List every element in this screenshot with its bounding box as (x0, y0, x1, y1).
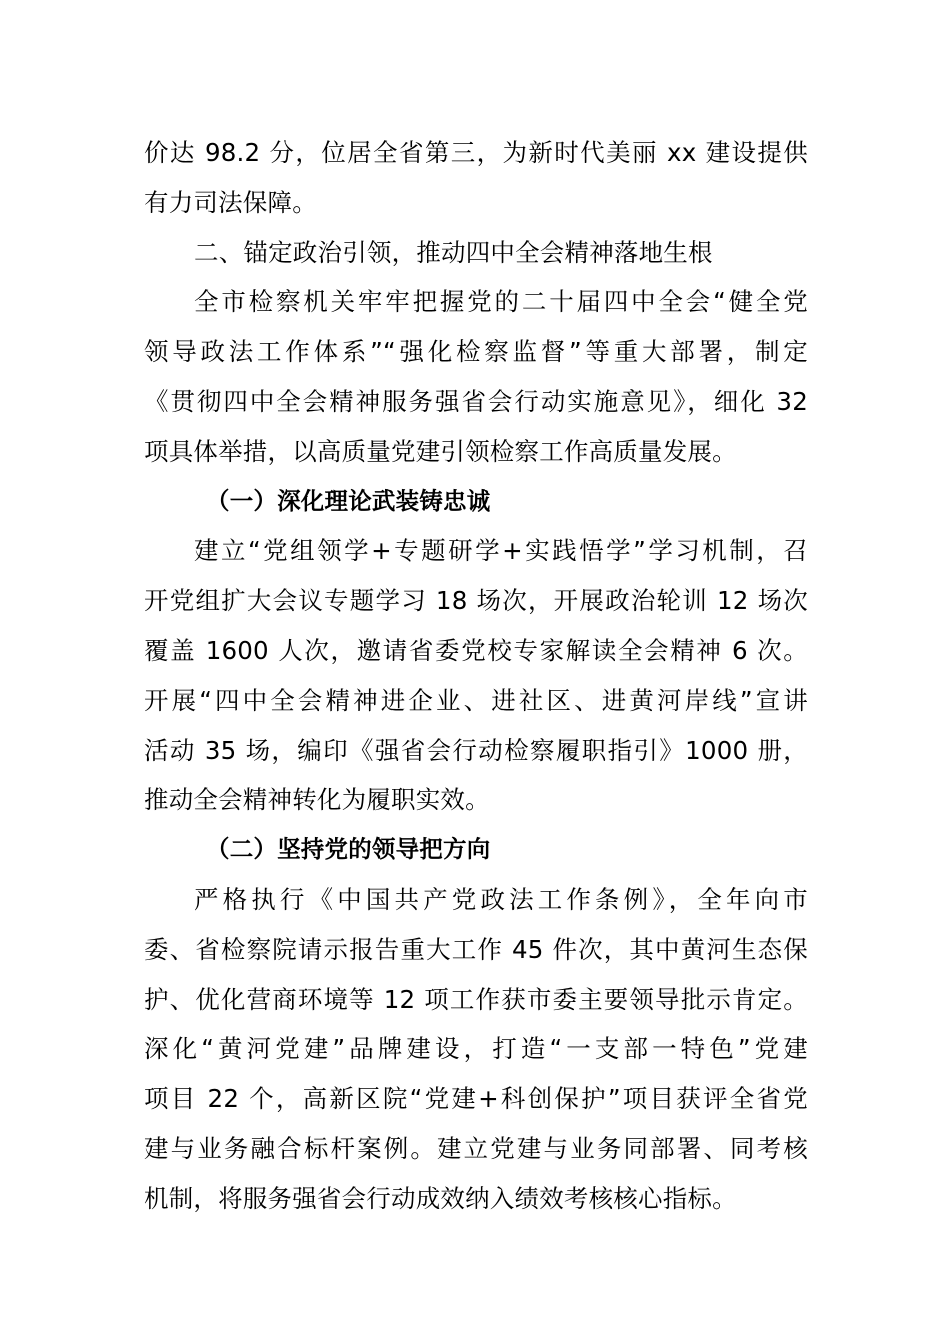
subsection-heading-2: （二）坚持党的领导把方向 (206, 835, 491, 864)
paragraph-first-line: 建立“党组领学+专题研学+实践悟学”学习机制，召 (194, 536, 808, 566)
body-text-line: 委、省检察院请示报告重大工作 45 件次，其中黄河生态保 (144, 934, 808, 964)
document-page (144, 128, 808, 1224)
paragraph-first-line: 全市检察机关牢牢把握党的二十届四中全会“健全党 (194, 287, 808, 317)
body-text-line: 《贯彻四中全会精神服务强省会行动实施意见》，细化 32 (144, 386, 808, 416)
body-text-line: 建与业务融合标杆案例。建立党建与业务同部署、同考核 (144, 1133, 808, 1163)
body-text-line: 领导政法工作体系”“强化检察监督”等重大部署，制定 (144, 337, 808, 367)
body-text-line: 机制，将服务强省会行动成效纳入绩效考核核心指标。 (144, 1183, 737, 1213)
body-text-line: 开展“四中全会精神进企业、进社区、进黄河岸线”宣讲 (144, 685, 808, 715)
body-text-line: 推动全会精神转化为履职实效。 (144, 785, 490, 815)
body-text-line: 价达 98.2 分，位居全省第三，为新时代美丽 xx 建设提供 (144, 138, 808, 167)
body-text-line: 深化“黄河党建”品牌建设，打造“一支部一特色”党建 (144, 1034, 808, 1064)
paragraph-first-line: 严格执行《中国共产党政法工作条例》，全年向市 (194, 884, 808, 914)
subsection-heading-1: （一）深化理论武装铸忠诚 (206, 486, 491, 515)
body-text-line: 开党组扩大会议专题学习 18 场次，开展政治轮训 12 场次 (144, 586, 808, 616)
body-text-line: 护、优化营商环境等 12 项工作获市委主要领导批示肯定。 (144, 984, 808, 1014)
body-text-line: 覆盖 1600 人次，邀请省委党校专家解读全会精神 6 次。 (144, 635, 808, 665)
body-text-line: 有力司法保障。 (144, 187, 317, 217)
body-text-line: 活动 35 场，编印《强省会行动检察履职指引》1000 册， (144, 735, 808, 765)
body-text-line: 项具体举措，以高质量党建引领检察工作高质量发展。 (144, 436, 737, 466)
section-heading-2: 二、锚定政治引领，推动四中全会精神落地生根 (194, 237, 713, 267)
body-text-line: 项目 22 个，高新区院“党建+科创保护”项目获评全省党 (144, 1084, 808, 1114)
